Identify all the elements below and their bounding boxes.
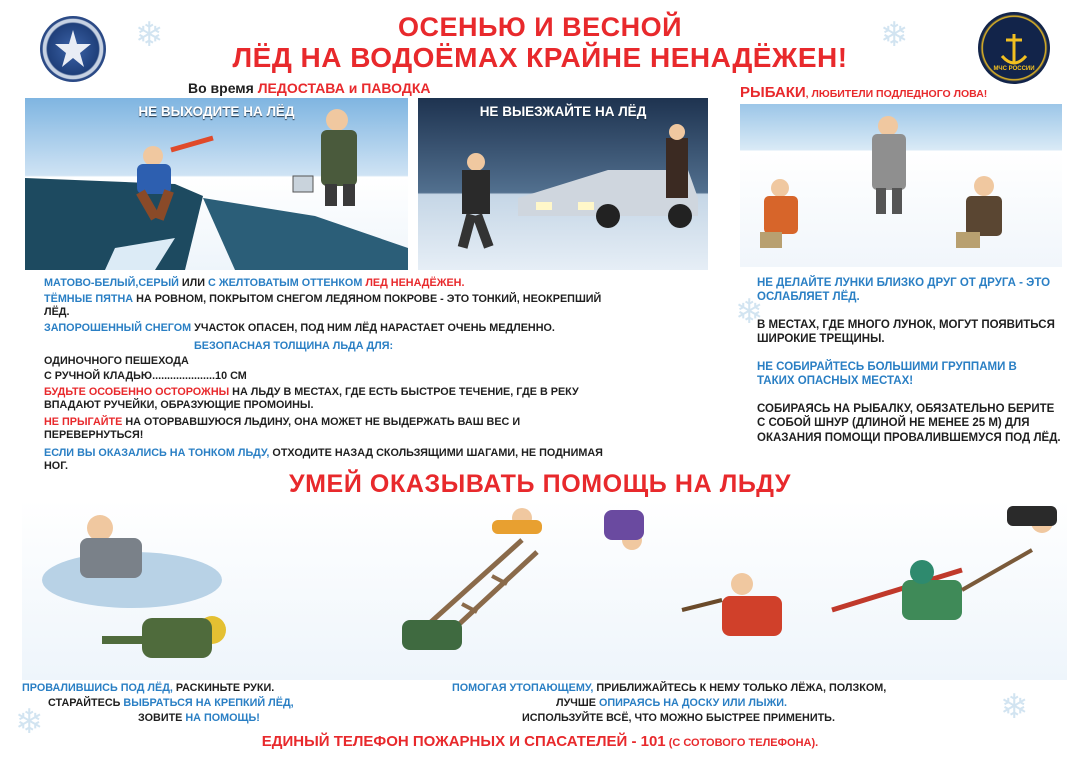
current-warning — [44, 386, 619, 413]
current-label: БУДЬТЕ ОСОБЕННО ОСТОРОЖНЫ — [44, 386, 230, 398]
snow-covered-label: ЗАПОРОШЕННЫЙ СНЕГОМ — [44, 322, 192, 334]
fishermen-rest: , ЛЮБИТЕЛИ ПОДЛЕДНОГО ЛОВА! — [805, 88, 988, 100]
current-text: НА ЛЬДУ В МЕСТАХ, ГДЕ ЕСТЬ БЫСТРОЕ ТЕЧЕНИЕ, ГДЕ В РЕКУ ВПАДАЮТ РУЧЕЙКИ, ОБРАЗУЮЩИЕ ПРОМОИНЫ. — [44, 386, 579, 412]
ice-color-warning — [44, 277, 574, 290]
ladder-rescue — [402, 508, 542, 650]
call-help-prefix: ЗОВИТЕ — [138, 712, 186, 724]
subtitle-prefix: Во время — [188, 80, 258, 96]
safe-thickness-line1: ОДИНОЧНОГО ПЕШЕХОДА — [44, 355, 189, 367]
ice-color-matte: МАТОВО-БЕЛЫЙ,СЕРЫЙ — [44, 277, 179, 289]
phone-note: (С СОТОВОГО ТЕЛЕФОНА). — [665, 737, 819, 749]
get-out-advice — [48, 697, 294, 710]
ice-color-or: ИЛИ — [178, 277, 209, 289]
subtitle-highlight: ЛЕДОСТАВА и ПАВОДКА — [257, 80, 431, 96]
snowflake-icon: ❄ — [15, 703, 44, 741]
safe-thickness-line2: С РУЧНОЙ КЛАДЬЮ.....................10 СМ — [44, 370, 247, 382]
emergency-phone — [0, 733, 1080, 751]
rope-advice: СОБИРАЯСЬ НА РЫБАЛКУ, ОБЯЗАТЕЛЬНО БЕРИТЕ С СОБОЙ ШНУР (ДЛИНОЙ НЕ МЕНЕЕ 25 М) ДЛЯ ОКАЗАНИЯ ПОМОЩИ ПРОВАЛИВШЕМУСЯ ПОД ЛЁД. — [757, 403, 1061, 444]
helping-text: ПРИБЛИЖАЙТЕСЬ К НЕМУ ТОЛЬКО ЛЁЖА, ПОЛЗКОМ, — [593, 682, 887, 694]
dark-spots-warning — [44, 293, 609, 320]
board-label: ОПИРАЯСЬ НА ДОСКУ ИЛИ ЛЫЖИ. — [598, 697, 788, 709]
pedestrian-figure — [458, 153, 494, 249]
rescue-scenes-svg — [22, 500, 1067, 680]
groups-warning: НЕ СОБИРАЙТЕСЬ БОЛЬШИМИ ГРУППАМИ В ТАКИХ ОПАСНЫХ МЕСТАХ! — [757, 361, 1017, 388]
floe-text: НА ОТОРВАВШУЮСЯ ЛЬДИНУ, ОНА МОЖЕТ НЕ ВЫДЕРЖАТЬ ВАШ ВЕС И ПЕРЕВЕРНУТЬСЯ! — [44, 416, 521, 442]
fell-through-label: ПРОВАЛИВШИСЬ ПОД ЛЁД, — [22, 682, 173, 694]
scene-fishermen — [740, 104, 1062, 267]
fisherman-right — [956, 176, 1002, 248]
man-figure — [293, 109, 357, 206]
helping-advice — [452, 682, 886, 695]
car-on-ice-illustration — [418, 98, 708, 270]
scene-no-drive — [418, 98, 708, 270]
floe-warning — [44, 416, 619, 443]
snowflake-icon: ❄ — [735, 293, 764, 331]
help-heading: УМЕЙ ОКАЗЫВАТЬ ПОМОЩЬ НА ЛЬДУ — [288, 470, 792, 498]
helping-label: ПОМОГАЯ УТОПАЮЩЕМУ, — [452, 682, 594, 694]
person-in-water-1 — [80, 515, 142, 578]
fishermen-subtitle — [740, 84, 987, 102]
branch-rescue — [604, 510, 782, 636]
thin-ice-label: ЕСЛИ ВЫ ОКАЗАЛИСЬ НА ТОНКОМ ЛЬДУ, — [44, 447, 270, 459]
get-out-label: ВЫБРАТЬСЯ НА КРЕПКИЙ ЛЁД, — [123, 697, 294, 709]
dark-spots-text: НА РОВНОМ, ПОКРЫТОМ СНЕГОМ ЛЕДЯНОМ ПОКРОВЕ - ЭТО ТОНКИЙ, НЕОКРЕПШИЙ ЛЁД. — [44, 293, 602, 319]
page-title-line2: ЛЁД НА ВОДОЁМАХ КРАЙНЕ НЕНАДЁЖЕН! — [232, 42, 848, 73]
snow-covered-text: УЧАСТОК ОПАСЕН, ПОД НИМ ЛЁД НАРАСТАЕТ ОЧЕНЬ МЕДЛЕННО. — [191, 322, 555, 334]
board-prefix: ЛУЧШЕ — [556, 697, 599, 709]
phone-main: ЕДИНЫЙ ТЕЛЕФОН ПОЖАРНЫХ И СПАСАТЕЛЕЙ - 101 — [261, 733, 666, 750]
snowflake-icon: ❄ — [880, 16, 909, 54]
scene-no-walk — [25, 98, 408, 270]
get-out-prefix: СТАРАЙТЕСЬ — [48, 697, 124, 709]
season-subtitle — [188, 80, 430, 96]
fisherman-left — [760, 179, 798, 248]
snowflake-icon: ❄ — [1000, 688, 1029, 726]
ski-pole-rescue — [832, 506, 1057, 620]
holes-advice: НЕ ДЕЛАЙТЕ ЛУНКИ БЛИЗКО ДРУГ ОТ ДРУГА - ЭТО ОСЛАБЛЯЕТ ЛЁД. — [757, 277, 1051, 304]
ice-fishing-illustration — [740, 104, 1062, 267]
scene-no-drive-label: НЕ ВЫЕЗЖАЙТЕ НА ЛЁД — [479, 104, 647, 119]
ice-break-illustration — [25, 98, 408, 270]
ice-color-yellow: С ЖЕЛТОВАТЫМ ОТТЕНКОМ — [208, 277, 363, 289]
emblem-label: МЧС РОССИИ — [993, 66, 1035, 72]
board-advice — [556, 697, 787, 710]
cracks-warning: В МЕСТАХ, ГДЕ МНОГО ЛУНОК, МОГУТ ПОЯВИТЬСЯ ШИРОКИЕ ТРЕЩИНЫ. — [757, 319, 1055, 346]
fell-through-advice — [22, 682, 274, 695]
fell-through-text: РАСКИНЬТЕ РУКИ. — [172, 682, 275, 694]
fisherman-middle — [872, 116, 906, 214]
call-help-label: НА ПОМОЩЬ! — [185, 712, 260, 724]
ice-unreliable: ЛЕД НЕНАДЁЖЕН. — [365, 277, 465, 289]
snow-covered-warning — [44, 322, 684, 335]
snowflake-icon: ❄ — [135, 16, 164, 54]
page-title-line1: ОСЕНЬЮ И ВЕСНОЙ — [397, 12, 683, 42]
dark-spots-label: ТЁМНЫЕ ПЯТНА — [44, 293, 134, 305]
fishermen-highlight: РЫБАКИ — [740, 84, 806, 101]
safe-thickness-title: БЕЗОПАСНАЯ ТОЛЩИНА ЛЬДА ДЛЯ: — [194, 340, 394, 352]
thin-ice-text: ОТХОДИТЕ НАЗАД СКОЛЬЗЯЩИМИ ШАГАМИ, НЕ ПОДНИМАЯ НОГ. — [44, 447, 603, 473]
scene-no-walk-label: НЕ ВЫХОДИТЕ НА ЛЁД — [138, 104, 295, 119]
floe-label: НЕ ПРЫГАЙТЕ — [44, 416, 123, 428]
person-crawling-1 — [102, 616, 226, 658]
rescue-illustrations — [22, 500, 1067, 680]
call-help-advice — [138, 712, 260, 725]
use-anything-advice: ИСПОЛЬЗУЙТЕ ВСЁ, ЧТО МОЖНО БЫСТРЕЕ ПРИМЕНИТЬ. — [522, 712, 835, 724]
